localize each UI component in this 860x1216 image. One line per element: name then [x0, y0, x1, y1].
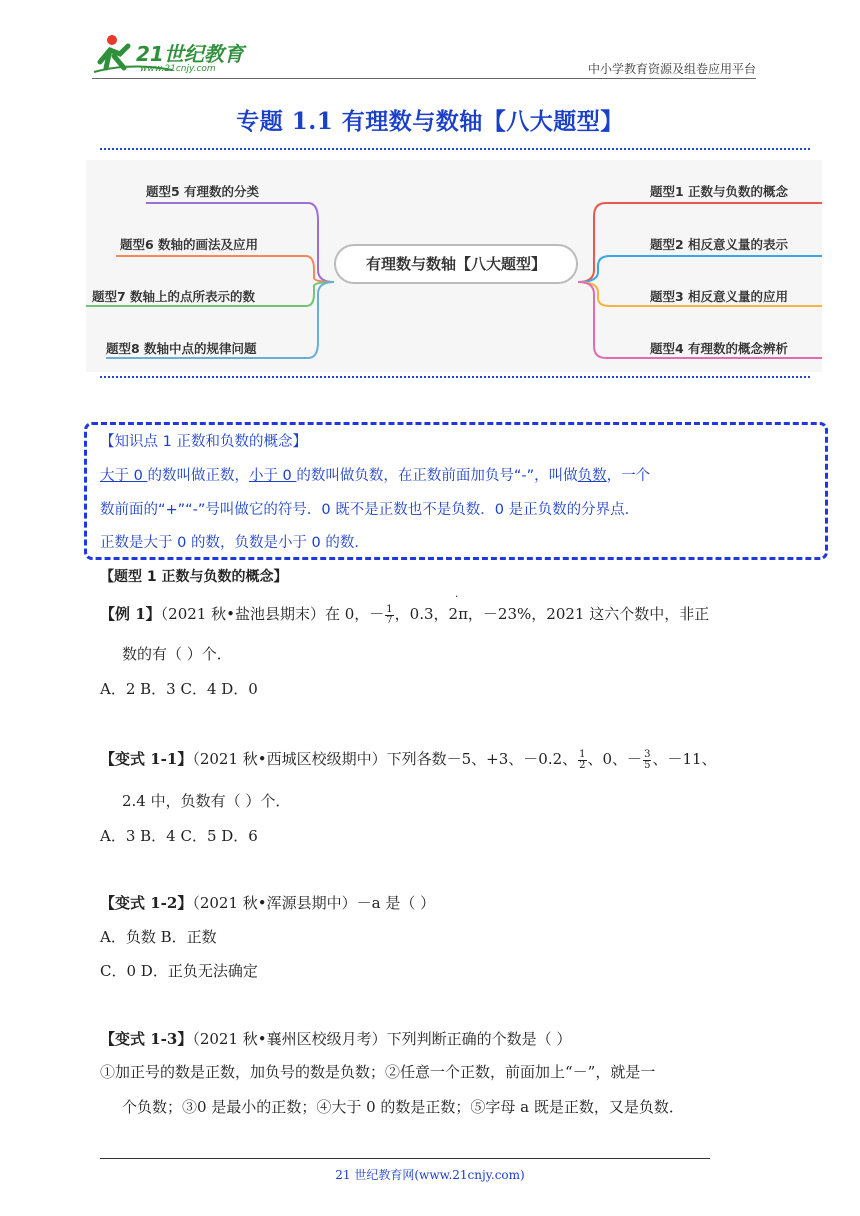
example-1-line-2: 数的有（ ）个． [122, 645, 232, 663]
knowledge-line-3: 正数是大于 0 的数，负数是小于 0 的数． [100, 535, 369, 551]
mind-map-node-left-1: 题型5 有理数的分类 [146, 184, 260, 199]
mind-map-node-left-4: 题型8 数轴中点的规律问题 [106, 341, 257, 356]
page-title: 专题 1.1 有理数与数轴【八大题型】 [236, 108, 624, 135]
mind-map-center: 有理数与数轴【八大题型】 [334, 244, 578, 284]
knowledge-line-1: 大于 0 的数叫做正数，小于 0 的数叫做负数，在正数前面加负号“-”，叫做负数，一个 [100, 468, 651, 484]
variant-1-3-line-3: 个负数；③0 是最小的正数；④大于 0 的数是正数；⑤字母 a 既是正数，又是负数． [122, 1098, 684, 1116]
variant-1-3-line-1: 【变式 1-3】（2021 秋•襄州区校级月考）下列判断正确的个数是（ ） [100, 1030, 572, 1048]
mind-map-node-left-3: 题型7 数轴上的点所表示的数 [92, 289, 256, 304]
header-divider [92, 78, 756, 79]
footer-divider [100, 1158, 710, 1159]
variant-1-2-line-1: 【变式 1-2】（2021 秋•浑源县期中）－a 是（ ） [100, 894, 436, 912]
logo-url: www.21cnjy.com [140, 64, 216, 74]
example-1-line-1: 【例 1】（2021 秋•盐池县期末）在 0，－ $\frac{1}{7}$ ，0.3，2π，－23%，2021 这六个数中，非正 [100, 603, 710, 626]
mind-map-node-right-1: 题型1 正数与负数的概念 [650, 184, 789, 199]
platform-name: 中小学教育资源及组卷应用平台 [587, 62, 756, 76]
section-heading: 【题型 1 正数与负数的概念】 [100, 569, 288, 585]
knowledge-heading: 【知识点 1 正数和负数的概念】 [100, 434, 307, 450]
example-1-options: A．2 B．3 C．4 D．0 [100, 680, 258, 698]
mind-map-node-left-2: 题型6 数轴的画法及应用 [120, 237, 259, 252]
mindmap-dotted-divider [100, 376, 810, 378]
mind-map-node-right-2: 题型2 相反意义量的表示 [650, 237, 789, 252]
variant-1-1-line-1: 【变式 1-1】（2021 秋•西城区校级期中）下列各数－5、+3、－0.2、 $\frac{1}{2}$ 、0、－ $\frac{3}{5}$ 、－11、 [100, 748, 717, 771]
mind-map [86, 160, 822, 372]
variant-1-1-line-2: 2.4 中，负数有（ ）个． [122, 792, 291, 810]
title-dotted-divider [100, 148, 810, 150]
mind-map-node-right-4: 题型4 有理数的概念辨析 [650, 341, 789, 356]
variant-1-2-options-2: C．0 D．正负无法确定 [100, 962, 258, 980]
variant-1-1-options: A．3 B．4 C．5 D．6 [100, 827, 258, 845]
mind-map-node-right-3: 题型3 相反意义量的应用 [650, 289, 789, 304]
logo-text: 21世纪教育 [136, 42, 244, 66]
variant-1-2-options-1: A．负数 B．正数 [100, 928, 217, 946]
repeating-dot: · [455, 592, 459, 603]
knowledge-line-2: 数前面的“+”“-”号叫做它的符号．0 既不是正数也不是负数．0 是正负数的分界点． [100, 502, 640, 518]
logo [92, 32, 262, 78]
footer-text: 21 世纪教育网(www.21cnjy.com) [335, 1168, 525, 1182]
variant-1-3-line-2: ①加正号的数是正数，加负号的数是负数；②任意一个正数，前面加上“－”，就是一 [100, 1063, 656, 1081]
